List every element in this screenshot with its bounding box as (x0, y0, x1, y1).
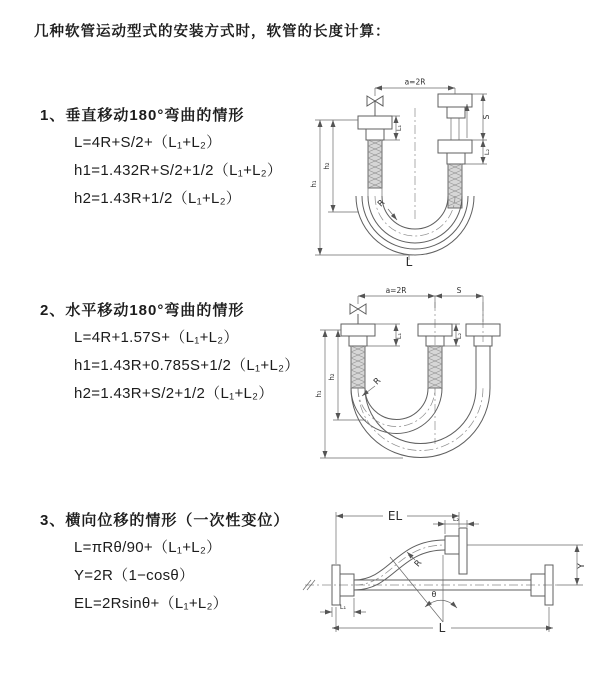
dim-label-l1: L₁ (395, 124, 403, 132)
dim-label-s: S (482, 114, 491, 120)
dim-label-l: L (438, 621, 446, 635)
section-2-formula-h1: h1=1.43R+0.785S+1/2（L₁+L₂） (74, 357, 300, 374)
section-2 (40, 299, 320, 408)
dim-label-theta: θ (431, 590, 437, 599)
dim-label-h1: h₁ (315, 390, 323, 398)
section-2-formula-h2: h2=1.43R+S/2+1/2（L₁+L₂） (74, 385, 274, 402)
valve-icon (367, 96, 383, 116)
page-title: 几种软管运动型式的安装方式时，软管的长度计算： (34, 24, 391, 40)
section-3-heading: 3、横向位移的情形（一次性变位） (40, 512, 290, 529)
section-2-heading: 2、水平移动180°弯曲的情形 (40, 302, 245, 319)
section-1-heading: 1、垂直移动180°弯曲的情形 (40, 107, 245, 124)
dim-label-r: R (371, 375, 384, 388)
dim-label-a2r: a=2R (404, 77, 426, 87)
section-2-formula-L: L=4R+1.57S+（L₁+L₂） (74, 329, 239, 346)
dim-label-l1: L₁ (339, 603, 347, 611)
section-3 (40, 509, 320, 618)
dim-label-h2: h₂ (328, 373, 336, 381)
section-1-formula-L: L=4R+S/2+（L₁+L₂） (74, 134, 222, 151)
dim-label-h1: h₁ (310, 180, 318, 188)
dim-label-s: S (456, 286, 462, 295)
dim-label-l1: L₁ (395, 332, 403, 340)
diagram-vertical-180-bend (295, 72, 595, 267)
section-1 (40, 104, 320, 213)
dim-label-l2: L₂ (483, 148, 491, 156)
diagram-lateral-displacement (295, 500, 595, 665)
section-3-formula-Y: Y=2R（1−cosθ） (74, 567, 195, 584)
dim-label-a2r: a=2R (385, 286, 407, 295)
dim-label-r: R (375, 197, 388, 210)
section-3-formula-EL: EL=2Rsinθ+（L₁+L₂） (74, 595, 228, 612)
diagram-horizontal-180-bend (298, 282, 593, 467)
dim-label-l2: L₂ (452, 515, 460, 523)
dim-label-length: L (405, 255, 413, 267)
valve-icon (350, 304, 366, 324)
dim-label-el: EL (387, 509, 403, 523)
section-1-formula-h1: h1=1.432R+S/2+1/2（L₁+L₂） (74, 162, 283, 179)
dim-label-h2: h₂ (323, 162, 331, 170)
dim-label-l2: L₂ (455, 332, 463, 340)
section-3-formula-L: L=πRθ/90+（L₁+L₂） (74, 539, 222, 556)
dim-label-y: Y (577, 563, 587, 569)
section-1-formula-h2: h2=1.43R+1/2（L₁+L₂） (74, 190, 242, 207)
dim-label-r: R (412, 558, 425, 570)
